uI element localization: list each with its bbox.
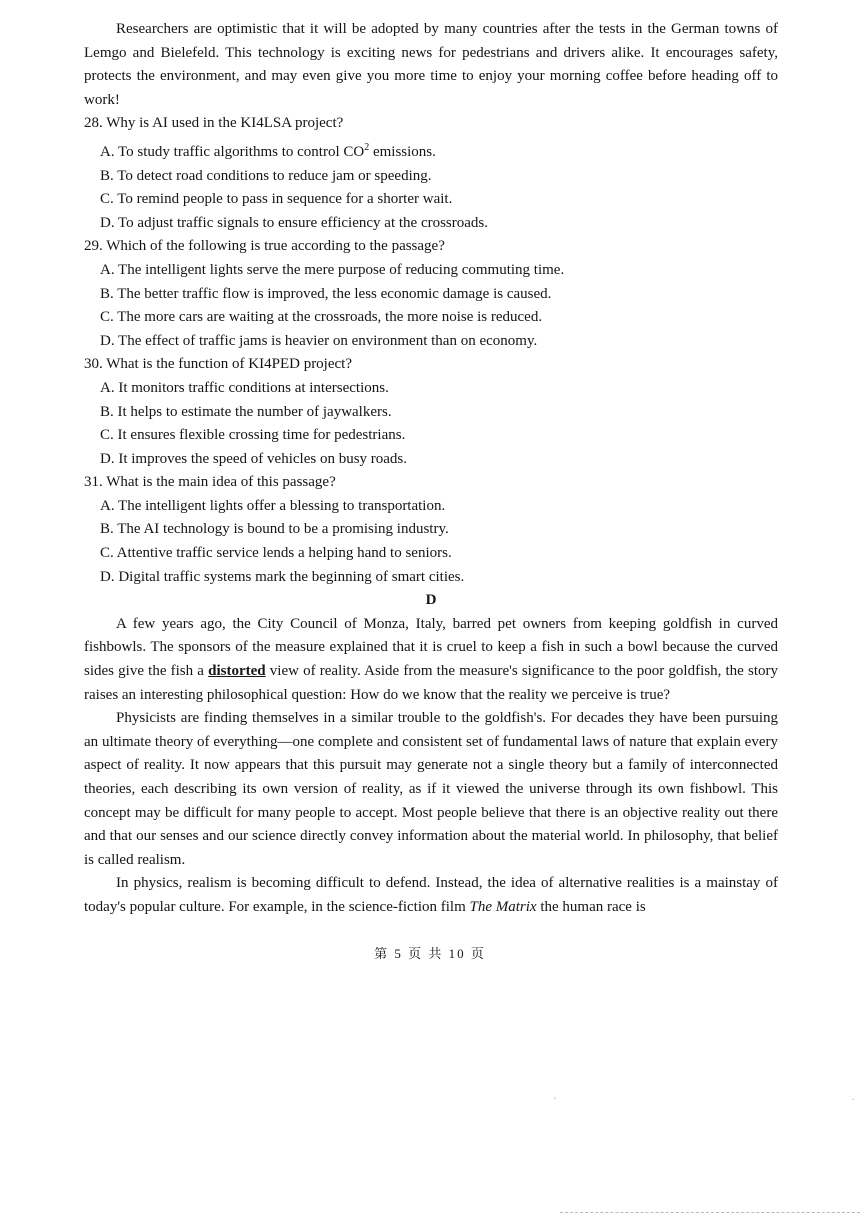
section-label-d: D: [425, 592, 437, 609]
option-text: C. To remind people to pass in sequence for a shorter wait.: [100, 191, 453, 208]
option-text: A. To study traffic algorithms to control CO: [100, 143, 365, 160]
option-text: D. To adjust traffic signals to ensure efficiency at the crossroads.: [100, 214, 489, 231]
answer-option: [100, 377, 778, 401]
question-stem: 31. What is the main idea of this passage?: [84, 474, 336, 491]
answer-option: [100, 542, 778, 566]
answer-option: [100, 518, 778, 542]
answer-option: [100, 283, 778, 307]
answer-option: [100, 136, 778, 165]
scan-speck: ': [554, 1096, 556, 1107]
answer-option: [100, 259, 778, 283]
film-title: The Matrix: [469, 898, 537, 915]
answer-option: [100, 495, 778, 519]
document-page: [84, 18, 778, 920]
option-text: B. To detect road conditions to reduce jam or speeding.: [100, 167, 432, 184]
answer-option: [100, 424, 778, 448]
passage-d-paragraph-3: [84, 872, 778, 919]
answer-option: [100, 188, 778, 212]
option-text: C. The more cars are waiting at the crossroads, the more noise is reduced.: [100, 309, 543, 326]
answer-option: [100, 401, 778, 425]
option-text: D. It improves the speed of vehicles on busy roads.: [100, 450, 408, 467]
option-text: A. The intelligent lights serve the mere purpose of reducing commuting time.: [100, 261, 565, 278]
option-text: emissions.: [369, 143, 436, 160]
question-stem: 30. What is the function of KI4PED project?: [84, 356, 352, 373]
option-text: C. It ensures flexible crossing time for pedestrians.: [100, 427, 406, 444]
answer-option: [100, 448, 778, 472]
question-list: [84, 112, 778, 589]
option-text: A. It monitors traffic conditions at intersections.: [100, 379, 389, 396]
answer-option: [100, 306, 778, 330]
passage-d-paragraph-1: [84, 613, 778, 707]
paragraph-text: the human race is: [536, 898, 646, 915]
answer-option: [100, 566, 778, 590]
option-text: D. The effect of traffic jams is heavier on environment than on economy.: [100, 332, 538, 349]
scan-edge-dashes: [560, 1212, 860, 1213]
answer-option: [100, 212, 778, 236]
passage-c-closing-paragraph: Researchers are optimistic that it will be adopted by many countries after the tests in the German towns of Lemgo and Bielefeld. This technology is exciting news for pedestrians and drivers alike. It encourages safety, protects the environment, and may even give you more time to enjoy your morning coffee before heading off to work!: [84, 21, 778, 108]
superscript-text: 2: [364, 141, 370, 153]
option-text: B. The better traffic flow is improved, the less economic damage is caused.: [100, 285, 552, 302]
paragraph-text: In physics, realism is becoming difficult to defend. Instead, the idea of alternative realities is a mainstay of today's popular culture. For example, in the science-fiction film: [84, 875, 778, 915]
page-number-footer: 第 5 页 共 10 页: [374, 946, 486, 961]
answer-option: [100, 165, 778, 189]
passage-d-paragraph-2: Physicists are finding themselves in a similar trouble to the goldfish's. For decades they have been pursuing an ultimate theory of everything—one complete and consistent set of fundamental laws of nature that explain every aspect of reality. It now appears that this pursuit may generate not a single theory but a family of interconnected theories, each describing its own version of reality, as if it viewed the universe through its own fishbowl. This concept may be difficult for many people to accept. Most people believe that there is an objective reality out there and that our senses and our science directly convey information about the material world. In philosophy, that belief is called realism.: [84, 710, 778, 868]
question-stem: 28. Why is AI used in the KI4LSA project?: [84, 115, 344, 132]
keyword-distorted: distorted: [208, 663, 266, 680]
answer-option: [100, 330, 778, 354]
option-text: B. The AI technology is bound to be a promising industry.: [100, 521, 449, 538]
option-text: C. Attentive traffic service lends a helping hand to seniors.: [100, 545, 452, 562]
option-text: A. The intelligent lights offer a blessing to transportation.: [100, 497, 446, 514]
paragraph-text: view of reality. Aside from the measure's significance to the poor goldfish, the story raises an interesting philosophical question: How do we know that the reality we perceive is true?: [84, 663, 778, 703]
paragraph-text: A few years ago, the City Council of Monza, Italy, barred pet owners from keeping goldfish in curved fishbowls. The sponsors of the measure explained that it is cruel to keep a fish in such a bowl because the curved sides give the fish a: [84, 615, 778, 680]
option-text: B. It helps to estimate the number of jaywalkers.: [100, 403, 392, 420]
question-stem: 29. Which of the following is true according to the passage?: [84, 238, 445, 255]
scan-speck: .: [852, 1092, 855, 1103]
option-text: D. Digital traffic systems mark the beginning of smart cities.: [100, 568, 465, 585]
